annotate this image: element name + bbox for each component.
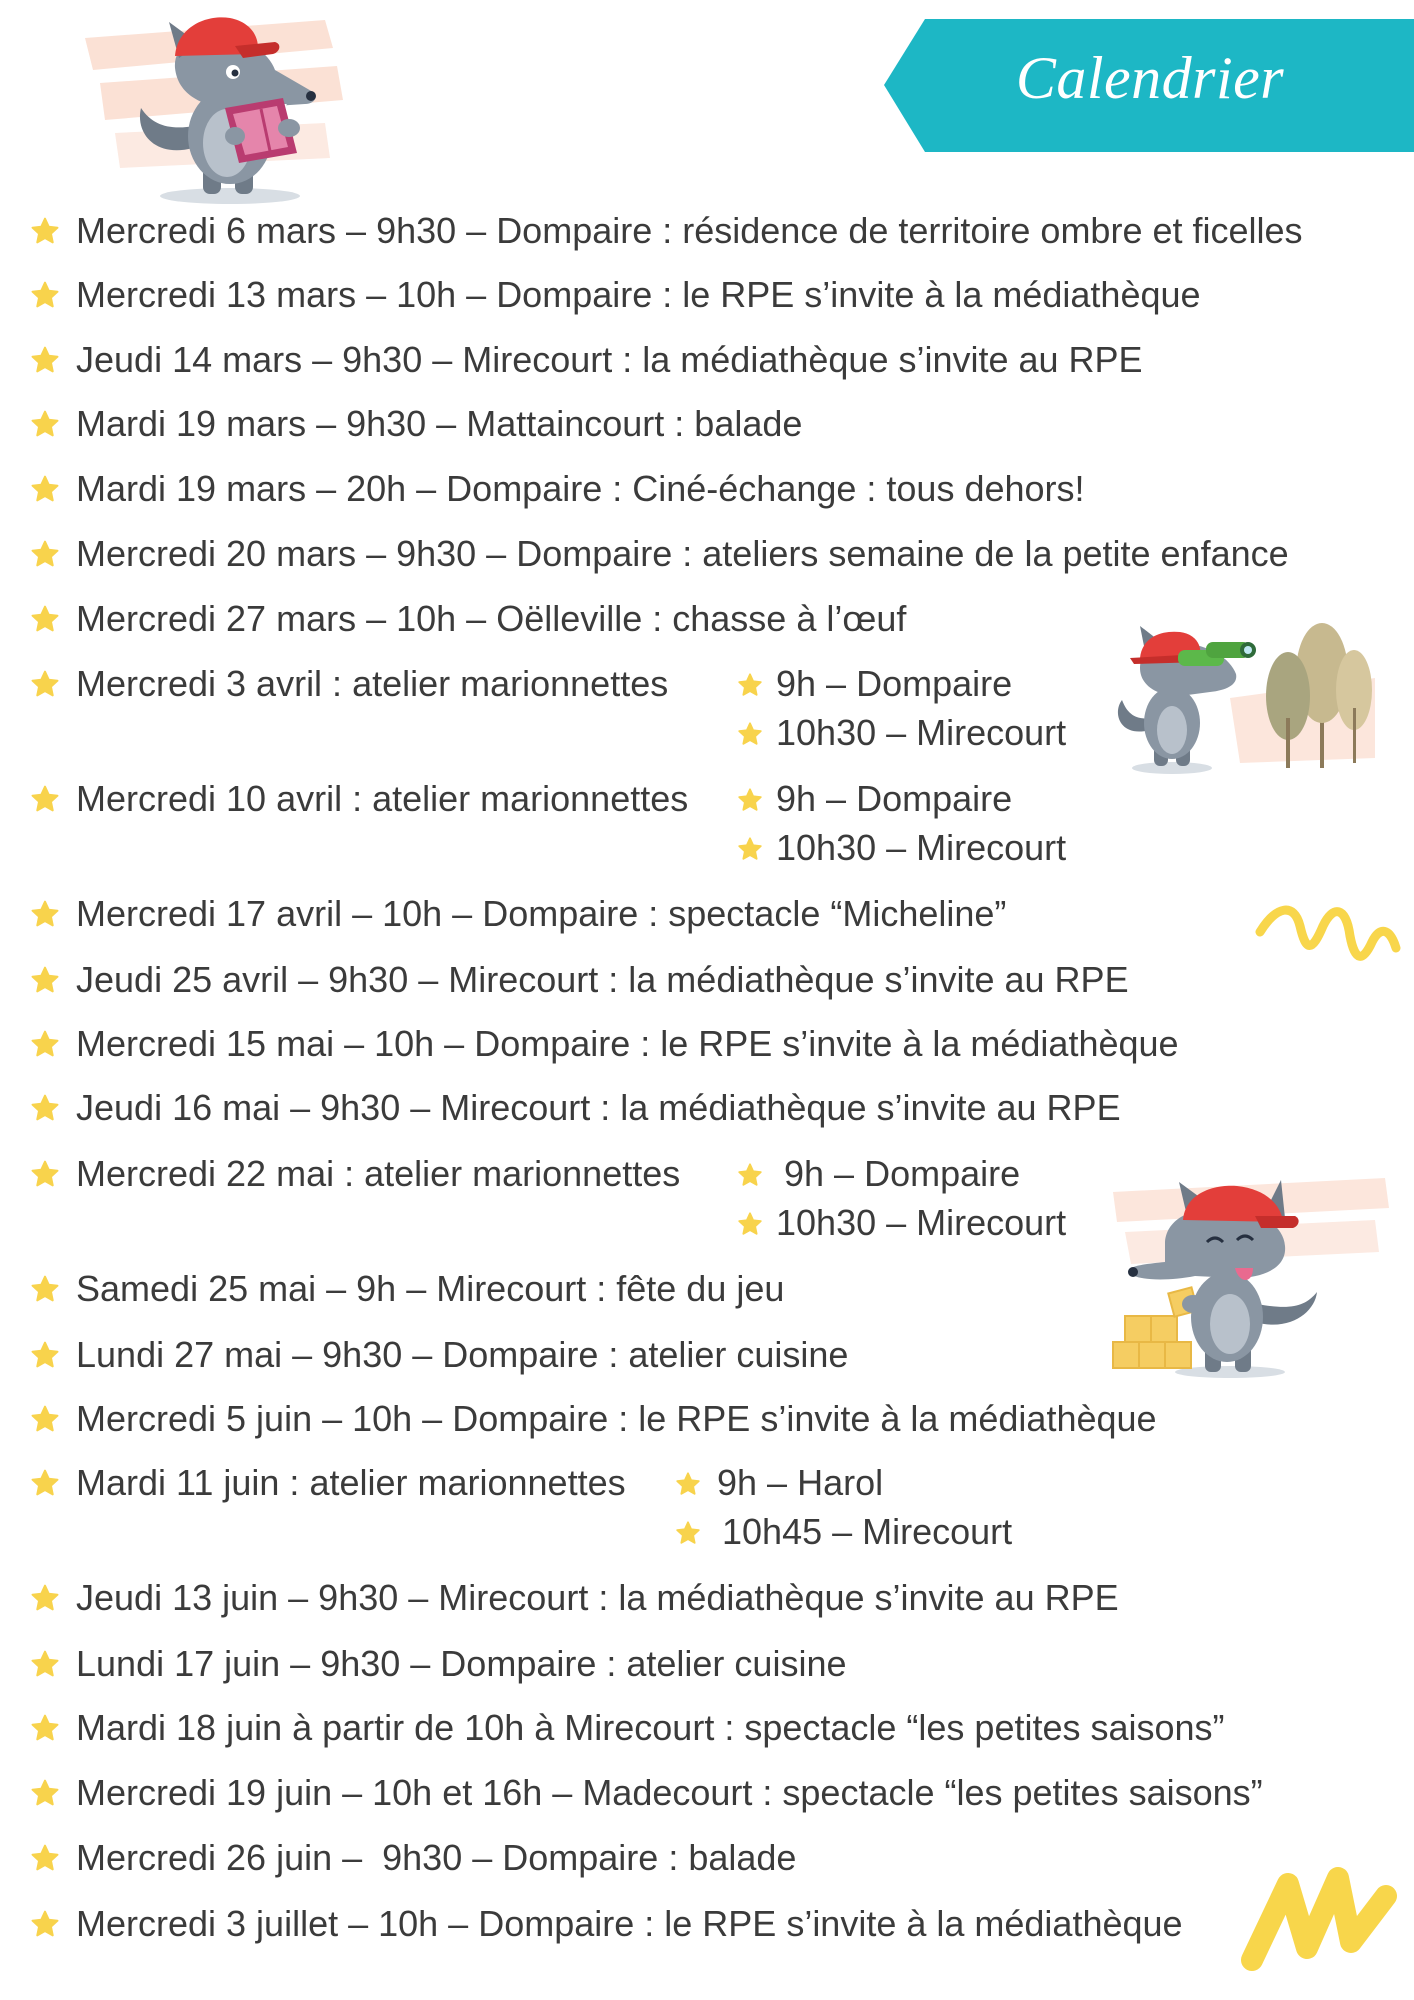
star-icon [30,1029,60,1059]
event-text: Mercredi 3 avril : atelier marionnettes [76,663,669,704]
star-icon [30,1649,60,1679]
event-item [0,1576,1414,1620]
session-text: 10h45 – Mirecourt [722,1511,1013,1552]
star-icon [30,1583,60,1613]
event-item [0,958,1414,1002]
star-icon [30,1340,60,1370]
event-item [0,1902,1414,1946]
star-icon [737,787,763,813]
event-text: Mercredi 20 mars – 9h30 – Dompaire : ateliers semaine de la petite enfance [76,533,1289,574]
star-icon [737,1162,763,1188]
event-text: Mercredi 5 juin – 10h – Dompaire : le RPE s’invite à la médiathèque [76,1398,1157,1439]
event-text: Jeudi 16 mai – 9h30 – Mirecourt : la médiathèque s’invite au RPE [76,1087,1121,1128]
star-icon [30,539,60,569]
star-icon [30,669,60,699]
star-icon [30,1159,60,1189]
star-icon [737,672,763,698]
star-icon [30,1274,60,1304]
star-icon [30,899,60,929]
event-text: Mercredi 27 mars – 10h – Oëlleville : chasse à l’œuf [76,598,907,639]
session-text: 9h – Harol [717,1462,884,1503]
star-icon [30,1404,60,1434]
session-text: 9h – Dompaire [784,1153,1021,1194]
event-item [0,1706,1414,1750]
event-item [0,402,1414,446]
event-item [0,532,1414,576]
wolf-binoculars-illustration [1110,618,1380,780]
session-text: 10h30 – Mirecourt [776,712,1067,753]
event-item [0,1397,1414,1441]
event-text: Mercredi 3 juillet – 10h – Dompaire : le RPE s’invite à la médiathèque [76,1903,1183,1944]
event-text: Mercredi 17 avril – 10h – Dompaire : spectacle “Micheline” [76,893,1007,934]
star-icon [30,1093,60,1123]
star-icon [737,1211,763,1237]
event-text: Mercredi 26 juin – 9h30 – Dompaire : balade [76,1837,797,1878]
event-item [0,1086,1414,1130]
event-item [0,777,1414,868]
star-icon [30,409,60,439]
event-item [0,273,1414,317]
event-text: Lundi 27 mai – 9h30 – Dompaire : atelier cuisine [76,1334,849,1375]
event-text: Samedi 25 mai – 9h – Mirecourt : fête du jeu [76,1268,785,1309]
session-text: 9h – Dompaire [776,663,1013,704]
star-icon [737,836,763,862]
wolf-reading-illustration [75,8,350,208]
star-icon [30,1468,60,1498]
event-text: Mercredi 13 mars – 10h – Dompaire : le RPE s’invite à la médiathèque [76,274,1201,315]
event-item [0,1642,1414,1686]
event-item [0,892,1414,936]
event-text: Jeudi 25 avril – 9h30 – Mirecourt : la médiathèque s’invite au RPE [76,959,1129,1000]
star-icon [30,474,60,504]
event-text: Mercredi 6 mars – 9h30 – Dompaire : résidence de territoire ombre et ficelles [76,210,1303,251]
event-text: Lundi 17 juin – 9h30 – Dompaire : atelier cuisine [76,1643,847,1684]
session-list [737,1152,1067,1243]
page-title: Calendrier [1015,45,1285,111]
star-icon [30,965,60,995]
star-icon [30,1909,60,1939]
star-icon [675,1520,701,1546]
session-text: 10h30 – Mirecourt [776,1202,1067,1243]
star-icon [30,604,60,634]
event-item [0,467,1414,511]
star-icon [30,216,60,246]
event-text: Mardi 19 mars – 20h – Dompaire : Ciné-échange : tous dehors! [76,468,1085,509]
event-item [0,1022,1414,1066]
star-icon [30,345,60,375]
session-list [737,777,1067,868]
star-icon [30,1778,60,1808]
event-text: Jeudi 14 mars – 9h30 – Mirecourt : la médiathèque s’invite au RPE [76,339,1143,380]
event-item [0,1461,1414,1552]
event-item [0,209,1414,253]
star-icon [675,1471,701,1497]
event-text: Mercredi 10 avril : atelier marionnettes [76,778,689,819]
event-item [0,1771,1414,1815]
session-list [737,662,1067,753]
star-icon [30,784,60,814]
star-icon [30,1713,60,1743]
event-text: Mercredi 22 mai : atelier marionnettes [76,1153,681,1194]
event-text: Mardi 19 mars – 9h30 – Mattaincourt : balade [76,403,803,444]
star-icon [737,721,763,747]
star-icon [30,1843,60,1873]
session-text: 10h30 – Mirecourt [776,827,1067,868]
event-item [0,1836,1414,1880]
session-text: 9h – Dompaire [776,778,1013,819]
star-icon [30,280,60,310]
event-text: Jeudi 13 juin – 9h30 – Mirecourt : la médiathèque s’invite au RPE [76,1577,1119,1618]
event-text: Mercredi 19 juin – 10h et 16h – Madecourt : spectacle “les petites saisons” [76,1772,1263,1813]
event-text: Mardi 18 juin à partir de 10h à Mirecourt : spectacle “les petites saisons” [76,1707,1225,1748]
event-text: Mardi 11 juin : atelier marionnettes [76,1462,626,1503]
event-item [0,338,1414,382]
session-list [675,1461,1013,1552]
wolf-blocks-illustration [1105,1172,1395,1380]
event-text: Mercredi 15 mai – 10h – Dompaire : le RPE s’invite à la médiathèque [76,1023,1179,1064]
